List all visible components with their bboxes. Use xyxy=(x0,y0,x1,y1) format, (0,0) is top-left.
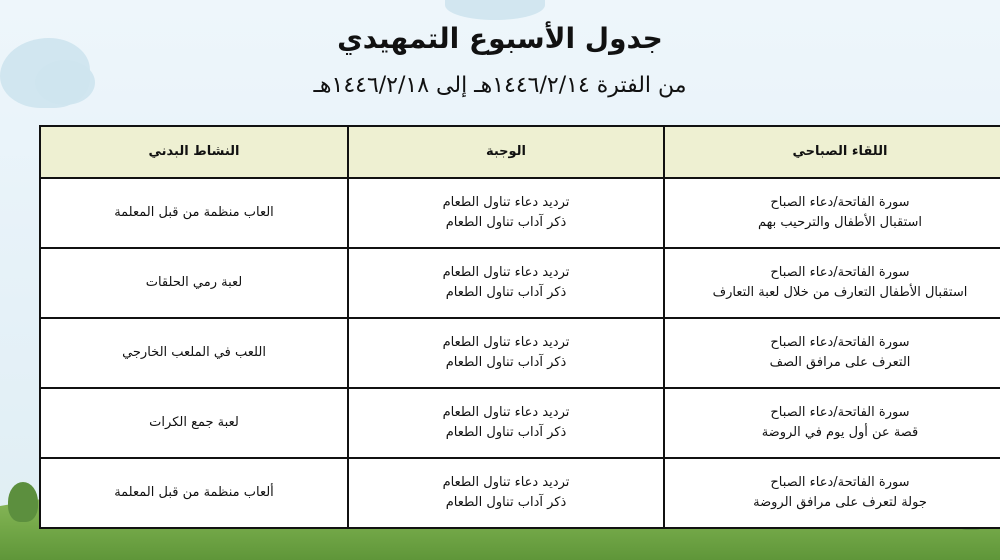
table-row xyxy=(40,248,1000,318)
header-morning-meeting: اللقاء الصباحي xyxy=(664,126,1000,178)
meal-cell xyxy=(348,248,664,318)
header-meal: الوجبة xyxy=(348,126,664,178)
cell-line: استقبال الأطفال التعارف من خلال لعبة التعارف xyxy=(712,285,968,300)
cell-line: سورة الفاتحة/دعاء الصباح xyxy=(770,405,910,420)
cell-line: استقبال الأطفال والترحيب بهم xyxy=(757,215,923,230)
table-row xyxy=(40,458,1000,528)
morning-meeting-cell xyxy=(664,178,1000,248)
morning-meeting-cell xyxy=(664,318,1000,388)
tree-left-decoration xyxy=(8,482,38,522)
meal-cell xyxy=(348,318,664,388)
morning-meeting-cell xyxy=(664,458,1000,528)
table-row xyxy=(40,318,1000,388)
meal-cell xyxy=(348,458,664,528)
cell-line: ترديد دعاء تناول الطعام xyxy=(442,195,570,210)
cell-line: سورة الفاتحة/دعاء الصباح xyxy=(770,265,910,280)
weekly-schedule-table xyxy=(39,125,1000,529)
cell-line: ذكر آداب تناول الطعام xyxy=(445,215,567,230)
cell-line: ذكر آداب تناول الطعام xyxy=(445,495,567,510)
table-row xyxy=(40,178,1000,248)
date-range-subtitle: من الفترة ١٤٤٦/٢/١٤هـ إلى ١٤٤٦/٢/١٨هـ xyxy=(313,73,687,98)
cell-line: قصة عن أول يوم في الروضة xyxy=(761,425,919,440)
header-row xyxy=(40,126,1000,178)
cell-line: سورة الفاتحة/دعاء الصباح xyxy=(770,335,910,350)
physical-activity-cell: لعبة رمي الحلقات xyxy=(40,248,348,318)
physical-activity-cell: اللعب في الملعب الخارجي xyxy=(40,318,348,388)
cell-line: ترديد دعاء تناول الطعام xyxy=(442,475,570,490)
cell-line: سورة الفاتحة/دعاء الصباح xyxy=(770,195,910,210)
physical-activity-cell: لعبة جمع الكرات xyxy=(40,388,348,458)
table-header xyxy=(40,126,1000,178)
cell-line: ذكر آداب تناول الطعام xyxy=(445,425,567,440)
cell-line: التعرف على مرافق الصف xyxy=(769,355,911,370)
header-physical-activity: النشاط البدني xyxy=(40,126,348,178)
physical-activity-cell: العاب منظمة من قبل المعلمة xyxy=(40,178,348,248)
cell-line: ترديد دعاء تناول الطعام xyxy=(442,265,570,280)
cell-line: جولة لتعرف على مرافق الروضة xyxy=(753,495,927,510)
physical-activity-cell: ألعاب منظمة من قبل المعلمة xyxy=(40,458,348,528)
meal-cell xyxy=(348,178,664,248)
cell-line: سورة الفاتحة/دعاء الصباح xyxy=(770,475,910,490)
morning-meeting-cell xyxy=(664,388,1000,458)
cloud-top-decoration xyxy=(445,0,545,20)
table-row xyxy=(40,388,1000,458)
meal-cell xyxy=(348,388,664,458)
table-body xyxy=(40,178,1000,528)
cell-line: ترديد دعاء تناول الطعام xyxy=(442,405,570,420)
cell-line: ذكر آداب تناول الطعام xyxy=(445,285,567,300)
page-title: جدول الأسبوع التمهيدي xyxy=(337,22,663,55)
cell-line: ترديد دعاء تناول الطعام xyxy=(442,335,570,350)
cell-line: ذكر آداب تناول الطعام xyxy=(445,355,567,370)
morning-meeting-cell xyxy=(664,248,1000,318)
